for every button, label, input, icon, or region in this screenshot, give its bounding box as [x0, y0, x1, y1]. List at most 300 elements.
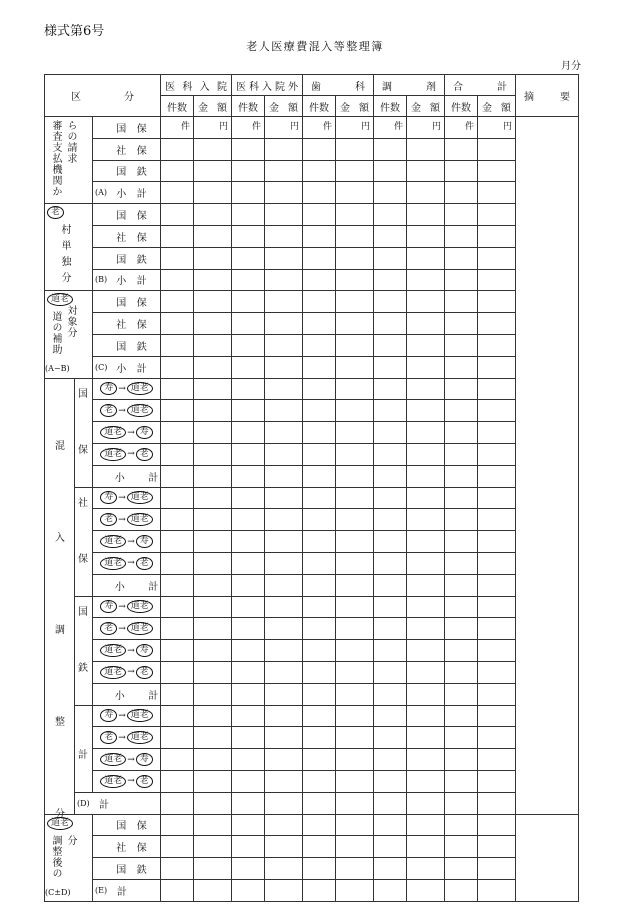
amount-cell[interactable]	[478, 313, 516, 335]
count-cell[interactable]	[232, 814, 265, 836]
amount-cell[interactable]	[265, 247, 303, 269]
amount-cell[interactable]	[194, 400, 232, 422]
amount-cell[interactable]	[265, 225, 303, 247]
count-cell[interactable]	[445, 465, 478, 487]
count-cell[interactable]	[303, 770, 336, 792]
count-cell[interactable]	[161, 661, 194, 683]
count-cell[interactable]	[374, 378, 407, 400]
count-cell[interactable]	[232, 225, 265, 247]
amount-cell[interactable]	[407, 858, 445, 880]
amount-cell[interactable]	[265, 378, 303, 400]
count-cell[interactable]	[374, 225, 407, 247]
count-cell[interactable]	[445, 160, 478, 182]
amount-cell[interactable]	[265, 705, 303, 727]
count-cell[interactable]	[445, 858, 478, 880]
count-cell[interactable]	[374, 552, 407, 574]
amount-cell[interactable]	[265, 334, 303, 356]
count-cell[interactable]	[445, 792, 478, 814]
amount-cell[interactable]	[265, 160, 303, 182]
amount-cell[interactable]	[478, 487, 516, 509]
count-cell[interactable]	[445, 269, 478, 291]
amount-cell[interactable]	[336, 422, 374, 444]
amount-cell[interactable]	[336, 814, 374, 836]
count-cell[interactable]	[303, 792, 336, 814]
count-cell[interactable]	[232, 400, 265, 422]
count-cell[interactable]	[232, 749, 265, 771]
amount-cell[interactable]	[478, 596, 516, 618]
count-cell[interactable]	[161, 465, 194, 487]
count-cell[interactable]	[374, 531, 407, 553]
count-cell[interactable]	[445, 727, 478, 749]
count-cell[interactable]	[374, 640, 407, 662]
amount-cell[interactable]	[336, 596, 374, 618]
count-cell[interactable]	[374, 574, 407, 596]
count-cell[interactable]	[445, 138, 478, 160]
count-cell[interactable]	[232, 705, 265, 727]
count-cell[interactable]	[445, 661, 478, 683]
amount-cell[interactable]	[478, 422, 516, 444]
count-cell[interactable]	[445, 640, 478, 662]
amount-cell[interactable]	[336, 836, 374, 858]
amount-cell[interactable]	[194, 247, 232, 269]
amount-cell[interactable]	[336, 552, 374, 574]
amount-cell[interactable]	[336, 378, 374, 400]
amount-cell[interactable]	[194, 640, 232, 662]
amount-cell[interactable]	[407, 727, 445, 749]
amount-cell[interactable]	[478, 225, 516, 247]
amount-cell[interactable]	[336, 531, 374, 553]
count-cell[interactable]	[161, 727, 194, 749]
amount-cell[interactable]	[265, 443, 303, 465]
amount-cell[interactable]	[265, 269, 303, 291]
amount-cell[interactable]	[336, 879, 374, 901]
count-cell[interactable]	[232, 552, 265, 574]
amount-cell[interactable]	[265, 618, 303, 640]
count-cell[interactable]	[303, 683, 336, 705]
amount-cell[interactable]	[407, 356, 445, 378]
amount-cell[interactable]	[194, 160, 232, 182]
amount-cell[interactable]	[194, 291, 232, 313]
amount-cell[interactable]	[336, 858, 374, 880]
count-cell[interactable]	[374, 879, 407, 901]
count-cell[interactable]	[232, 334, 265, 356]
amount-cell[interactable]	[407, 269, 445, 291]
amount-cell[interactable]	[265, 683, 303, 705]
amount-cell[interactable]	[478, 705, 516, 727]
amount-cell[interactable]	[478, 574, 516, 596]
amount-cell[interactable]	[478, 291, 516, 313]
amount-cell[interactable]	[194, 117, 232, 139]
amount-cell[interactable]	[194, 182, 232, 204]
amount-cell[interactable]	[336, 640, 374, 662]
amount-cell[interactable]	[265, 858, 303, 880]
count-cell[interactable]	[303, 509, 336, 531]
amount-cell[interactable]	[407, 509, 445, 531]
amount-cell[interactable]	[407, 422, 445, 444]
count-cell[interactable]	[303, 269, 336, 291]
count-cell[interactable]	[374, 182, 407, 204]
count-cell[interactable]	[445, 705, 478, 727]
amount-cell[interactable]	[194, 596, 232, 618]
count-cell[interactable]	[161, 334, 194, 356]
amount-cell[interactable]	[194, 509, 232, 531]
amount-cell[interactable]	[265, 792, 303, 814]
count-cell[interactable]	[232, 858, 265, 880]
count-cell[interactable]	[445, 574, 478, 596]
amount-cell[interactable]	[478, 879, 516, 901]
amount-cell[interactable]	[265, 117, 303, 139]
count-cell[interactable]	[161, 138, 194, 160]
amount-cell[interactable]	[194, 225, 232, 247]
count-cell[interactable]	[303, 705, 336, 727]
amount-cell[interactable]	[265, 313, 303, 335]
amount-cell[interactable]	[194, 858, 232, 880]
amount-cell[interactable]	[336, 465, 374, 487]
tekiyo-column-e[interactable]	[516, 814, 579, 901]
count-cell[interactable]	[303, 422, 336, 444]
count-cell[interactable]	[374, 727, 407, 749]
amount-cell[interactable]	[194, 378, 232, 400]
count-cell[interactable]	[445, 814, 478, 836]
amount-cell[interactable]	[478, 247, 516, 269]
count-cell[interactable]	[232, 247, 265, 269]
count-cell[interactable]	[374, 661, 407, 683]
amount-cell[interactable]	[194, 574, 232, 596]
amount-cell[interactable]	[265, 661, 303, 683]
amount-cell[interactable]	[336, 334, 374, 356]
amount-cell[interactable]	[265, 531, 303, 553]
count-cell[interactable]	[445, 879, 478, 901]
amount-cell[interactable]	[265, 356, 303, 378]
count-cell[interactable]	[303, 596, 336, 618]
amount-cell[interactable]	[194, 814, 232, 836]
count-cell[interactable]	[161, 770, 194, 792]
amount-cell[interactable]	[194, 879, 232, 901]
amount-cell[interactable]	[194, 313, 232, 335]
amount-cell[interactable]	[194, 618, 232, 640]
count-cell[interactable]	[232, 596, 265, 618]
amount-cell[interactable]	[194, 204, 232, 226]
amount-cell[interactable]	[407, 879, 445, 901]
amount-cell[interactable]	[336, 792, 374, 814]
count-cell[interactable]	[232, 509, 265, 531]
count-cell[interactable]	[374, 618, 407, 640]
amount-cell[interactable]	[478, 618, 516, 640]
amount-cell[interactable]	[478, 770, 516, 792]
count-cell[interactable]	[232, 422, 265, 444]
amount-cell[interactable]	[265, 552, 303, 574]
amount-cell[interactable]	[407, 661, 445, 683]
amount-cell[interactable]	[407, 487, 445, 509]
amount-cell[interactable]	[478, 661, 516, 683]
count-cell[interactable]	[232, 574, 265, 596]
count-cell[interactable]	[303, 661, 336, 683]
amount-cell[interactable]	[407, 640, 445, 662]
count-cell[interactable]	[445, 487, 478, 509]
count-cell[interactable]	[303, 160, 336, 182]
amount-cell[interactable]	[478, 814, 516, 836]
count-cell[interactable]	[161, 269, 194, 291]
count-cell[interactable]	[303, 117, 336, 139]
amount-cell[interactable]	[407, 291, 445, 313]
amount-cell[interactable]	[336, 705, 374, 727]
count-cell[interactable]	[232, 313, 265, 335]
count-cell[interactable]	[303, 313, 336, 335]
amount-cell[interactable]	[336, 269, 374, 291]
count-cell[interactable]	[445, 400, 478, 422]
count-cell[interactable]	[232, 727, 265, 749]
amount-cell[interactable]	[407, 443, 445, 465]
amount-cell[interactable]	[194, 770, 232, 792]
count-cell[interactable]	[445, 443, 478, 465]
count-cell[interactable]	[232, 269, 265, 291]
count-cell[interactable]	[303, 443, 336, 465]
count-cell[interactable]	[445, 531, 478, 553]
amount-cell[interactable]	[478, 749, 516, 771]
amount-cell[interactable]	[265, 836, 303, 858]
amount-cell[interactable]	[265, 727, 303, 749]
count-cell[interactable]	[232, 465, 265, 487]
amount-cell[interactable]	[194, 269, 232, 291]
count-cell[interactable]	[374, 400, 407, 422]
count-cell[interactable]	[445, 422, 478, 444]
amount-cell[interactable]	[194, 334, 232, 356]
count-cell[interactable]	[232, 356, 265, 378]
amount-cell[interactable]	[194, 683, 232, 705]
amount-cell[interactable]	[194, 749, 232, 771]
amount-cell[interactable]	[478, 117, 516, 139]
count-cell[interactable]	[445, 749, 478, 771]
amount-cell[interactable]	[336, 509, 374, 531]
count-cell[interactable]	[303, 182, 336, 204]
amount-cell[interactable]	[478, 465, 516, 487]
count-cell[interactable]	[303, 552, 336, 574]
count-cell[interactable]	[374, 334, 407, 356]
count-cell[interactable]	[374, 858, 407, 880]
amount-cell[interactable]	[478, 269, 516, 291]
amount-cell[interactable]	[265, 574, 303, 596]
amount-cell[interactable]	[336, 182, 374, 204]
count-cell[interactable]	[303, 138, 336, 160]
count-cell[interactable]	[232, 138, 265, 160]
count-cell[interactable]	[161, 683, 194, 705]
count-cell[interactable]	[374, 204, 407, 226]
count-cell[interactable]	[161, 487, 194, 509]
amount-cell[interactable]	[265, 204, 303, 226]
amount-cell[interactable]	[478, 400, 516, 422]
amount-cell[interactable]	[407, 552, 445, 574]
amount-cell[interactable]	[336, 247, 374, 269]
count-cell[interactable]	[374, 313, 407, 335]
count-cell[interactable]	[161, 705, 194, 727]
amount-cell[interactable]	[336, 117, 374, 139]
amount-cell[interactable]	[336, 683, 374, 705]
count-cell[interactable]	[374, 814, 407, 836]
count-cell[interactable]	[232, 487, 265, 509]
count-cell[interactable]	[232, 879, 265, 901]
amount-cell[interactable]	[194, 443, 232, 465]
count-cell[interactable]	[161, 618, 194, 640]
count-cell[interactable]	[232, 836, 265, 858]
count-cell[interactable]	[161, 204, 194, 226]
amount-cell[interactable]	[407, 683, 445, 705]
count-cell[interactable]	[161, 182, 194, 204]
amount-cell[interactable]	[407, 465, 445, 487]
count-cell[interactable]	[161, 400, 194, 422]
amount-cell[interactable]	[336, 443, 374, 465]
count-cell[interactable]	[161, 247, 194, 269]
count-cell[interactable]	[232, 792, 265, 814]
amount-cell[interactable]	[407, 138, 445, 160]
amount-cell[interactable]	[194, 356, 232, 378]
amount-cell[interactable]	[407, 313, 445, 335]
amount-cell[interactable]	[265, 138, 303, 160]
count-cell[interactable]	[303, 204, 336, 226]
count-cell[interactable]	[374, 422, 407, 444]
amount-cell[interactable]	[478, 378, 516, 400]
amount-cell[interactable]	[336, 313, 374, 335]
amount-cell[interactable]	[478, 858, 516, 880]
count-cell[interactable]	[232, 618, 265, 640]
amount-cell[interactable]	[478, 683, 516, 705]
amount-cell[interactable]	[407, 378, 445, 400]
count-cell[interactable]	[161, 117, 194, 139]
count-cell[interactable]	[445, 552, 478, 574]
count-cell[interactable]	[374, 117, 407, 139]
amount-cell[interactable]	[478, 356, 516, 378]
amount-cell[interactable]	[194, 531, 232, 553]
amount-cell[interactable]	[407, 225, 445, 247]
amount-cell[interactable]	[336, 225, 374, 247]
count-cell[interactable]	[374, 160, 407, 182]
count-cell[interactable]	[161, 378, 194, 400]
amount-cell[interactable]	[478, 792, 516, 814]
count-cell[interactable]	[161, 313, 194, 335]
amount-cell[interactable]	[336, 400, 374, 422]
amount-cell[interactable]	[407, 596, 445, 618]
amount-cell[interactable]	[336, 138, 374, 160]
amount-cell[interactable]	[336, 204, 374, 226]
count-cell[interactable]	[445, 356, 478, 378]
count-cell[interactable]	[374, 356, 407, 378]
count-cell[interactable]	[161, 531, 194, 553]
amount-cell[interactable]	[194, 138, 232, 160]
amount-cell[interactable]	[265, 487, 303, 509]
amount-cell[interactable]	[265, 640, 303, 662]
count-cell[interactable]	[445, 509, 478, 531]
amount-cell[interactable]	[407, 160, 445, 182]
amount-cell[interactable]	[194, 487, 232, 509]
amount-cell[interactable]	[407, 749, 445, 771]
amount-cell[interactable]	[407, 705, 445, 727]
count-cell[interactable]	[445, 182, 478, 204]
count-cell[interactable]	[445, 836, 478, 858]
count-cell[interactable]	[303, 334, 336, 356]
amount-cell[interactable]	[478, 204, 516, 226]
amount-cell[interactable]	[336, 770, 374, 792]
amount-cell[interactable]	[265, 596, 303, 618]
count-cell[interactable]	[374, 509, 407, 531]
amount-cell[interactable]	[265, 182, 303, 204]
amount-cell[interactable]	[407, 400, 445, 422]
count-cell[interactable]	[161, 509, 194, 531]
amount-cell[interactable]	[336, 661, 374, 683]
amount-cell[interactable]	[407, 182, 445, 204]
count-cell[interactable]	[374, 487, 407, 509]
amount-cell[interactable]	[478, 443, 516, 465]
count-cell[interactable]	[374, 247, 407, 269]
count-cell[interactable]	[161, 552, 194, 574]
amount-cell[interactable]	[194, 705, 232, 727]
count-cell[interactable]	[161, 356, 194, 378]
count-cell[interactable]	[303, 531, 336, 553]
count-cell[interactable]	[303, 727, 336, 749]
count-cell[interactable]	[232, 770, 265, 792]
count-cell[interactable]	[232, 204, 265, 226]
amount-cell[interactable]	[407, 792, 445, 814]
count-cell[interactable]	[303, 465, 336, 487]
count-cell[interactable]	[232, 661, 265, 683]
count-cell[interactable]	[303, 836, 336, 858]
count-cell[interactable]	[374, 705, 407, 727]
count-cell[interactable]	[374, 465, 407, 487]
count-cell[interactable]	[303, 487, 336, 509]
amount-cell[interactable]	[336, 356, 374, 378]
count-cell[interactable]	[374, 792, 407, 814]
count-cell[interactable]	[161, 640, 194, 662]
count-cell[interactable]	[303, 356, 336, 378]
count-cell[interactable]	[232, 683, 265, 705]
count-cell[interactable]	[445, 683, 478, 705]
amount-cell[interactable]	[407, 117, 445, 139]
amount-cell[interactable]	[478, 160, 516, 182]
amount-cell[interactable]	[265, 465, 303, 487]
count-cell[interactable]	[445, 378, 478, 400]
count-cell[interactable]	[303, 814, 336, 836]
count-cell[interactable]	[445, 247, 478, 269]
amount-cell[interactable]	[194, 422, 232, 444]
count-cell[interactable]	[445, 117, 478, 139]
amount-cell[interactable]	[478, 334, 516, 356]
amount-cell[interactable]	[194, 836, 232, 858]
count-cell[interactable]	[161, 792, 194, 814]
amount-cell[interactable]	[336, 618, 374, 640]
amount-cell[interactable]	[265, 291, 303, 313]
count-cell[interactable]	[303, 574, 336, 596]
count-cell[interactable]	[232, 160, 265, 182]
amount-cell[interactable]	[478, 182, 516, 204]
amount-cell[interactable]	[478, 727, 516, 749]
amount-cell[interactable]	[336, 487, 374, 509]
count-cell[interactable]	[161, 749, 194, 771]
count-cell[interactable]	[445, 225, 478, 247]
count-cell[interactable]	[161, 291, 194, 313]
count-cell[interactable]	[445, 291, 478, 313]
amount-cell[interactable]	[265, 749, 303, 771]
amount-cell[interactable]	[194, 661, 232, 683]
amount-cell[interactable]	[265, 400, 303, 422]
count-cell[interactable]	[161, 443, 194, 465]
amount-cell[interactable]	[265, 814, 303, 836]
amount-cell[interactable]	[478, 836, 516, 858]
amount-cell[interactable]	[407, 770, 445, 792]
amount-cell[interactable]	[265, 509, 303, 531]
amount-cell[interactable]	[478, 138, 516, 160]
count-cell[interactable]	[161, 574, 194, 596]
amount-cell[interactable]	[407, 618, 445, 640]
count-cell[interactable]	[161, 225, 194, 247]
amount-cell[interactable]	[194, 552, 232, 574]
